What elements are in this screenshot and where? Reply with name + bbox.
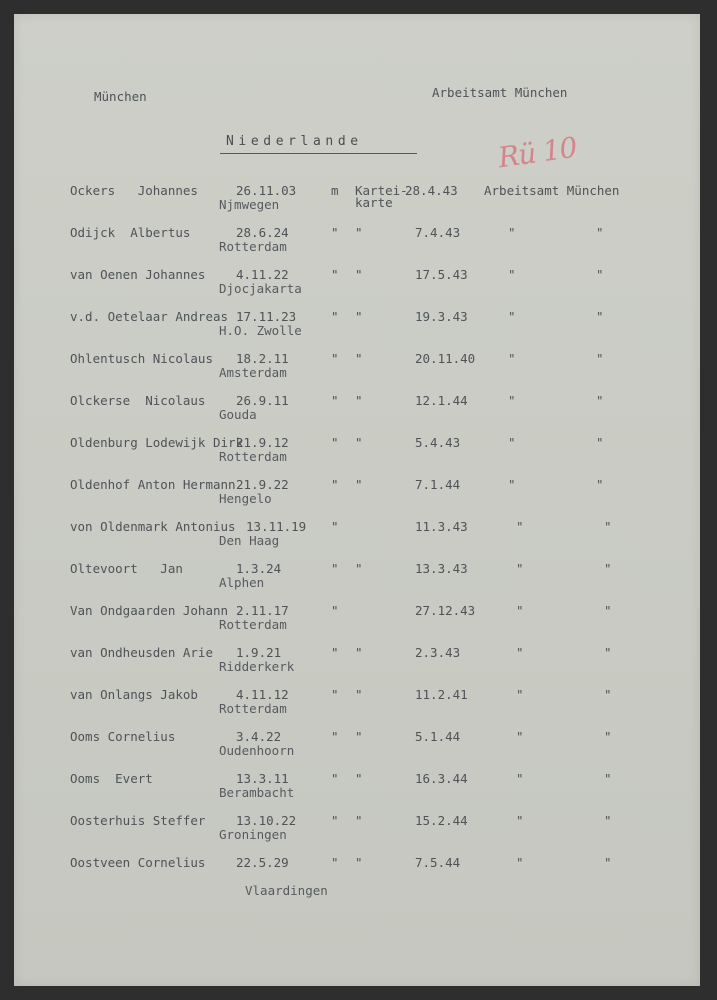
entry-birthdate: 21.9.22 [236, 477, 289, 492]
entry-office: " [508, 267, 516, 282]
entry-name: von Oldenmark Antonius [70, 519, 236, 534]
entry-mark: " [331, 435, 339, 450]
entry-birthplace: Rotterdam [219, 617, 287, 632]
entry-card: " [355, 309, 363, 324]
entry-name: Oostveen Cornelius [70, 855, 206, 870]
entry-office: " [516, 687, 524, 702]
entry-mark: " [331, 309, 339, 324]
entry-birthplace: Djocjakarta [219, 281, 302, 296]
entry-office-2: " [604, 603, 612, 618]
entry-name: van Onlangs Jakob [70, 687, 198, 702]
entry-office: " [508, 435, 516, 450]
entry-name: Odijck Albertus [70, 225, 191, 240]
entry-card: " [355, 645, 363, 660]
entry-card: " [355, 729, 363, 744]
entry-name: van Oenen Johannes [70, 267, 206, 282]
entry-name: Oosterhuis Steffer [70, 813, 206, 828]
entry-name: van Ondheusden Arie [70, 645, 213, 660]
entry-card-line2: karte [355, 195, 393, 210]
entry-issued: 7.5.44 [415, 855, 461, 870]
entry-issued: 5.1.44 [415, 729, 461, 744]
entry-office: " [508, 309, 516, 324]
entry-name: Ohlentusch Nicolaus [70, 351, 213, 366]
entry-birthdate: 3.4.22 [236, 729, 282, 744]
entry-office-2: " [596, 225, 604, 240]
entry-office-2: " [596, 477, 604, 492]
entry-mark: " [331, 729, 339, 744]
handwritten-mark: Rü 10 [496, 130, 579, 175]
entry-issued: 12.1.44 [415, 393, 468, 408]
entry-mark: " [331, 603, 339, 618]
entry-birthdate: 28.6.24 [236, 225, 289, 240]
entry-mark: " [331, 687, 339, 702]
entry-office-2: " [604, 561, 612, 576]
entry-office-2: " [604, 771, 612, 786]
entry-issued: 5.4.43 [415, 435, 461, 450]
entry-mark: " [331, 477, 339, 492]
entry-birthdate: 22.5.29 [236, 855, 289, 870]
entry-name: Oldenhof Anton Hermann [70, 477, 236, 492]
entry-birthplace: Hengelo [219, 491, 272, 506]
entry-office: " [516, 519, 524, 534]
entry-office: " [516, 855, 524, 870]
entry-card: " [355, 393, 363, 408]
entry-issued: 7.4.43 [415, 225, 461, 240]
entry-card: " [355, 561, 363, 576]
entry-office: " [516, 603, 524, 618]
entry-name: Olckerse Nicolaus [70, 393, 206, 408]
entry-birthplace: Oudenhoorn [219, 743, 295, 758]
entry-name: Van Ondgaarden Johann [70, 603, 229, 618]
entry-birthdate: 4.11.22 [236, 267, 289, 282]
entry-office: " [508, 393, 516, 408]
entry-birthplace: Alphen [219, 575, 265, 590]
entry-name: Oldenburg Lodewijk Dirk [70, 435, 244, 450]
entry-birthdate: 17.11.23 [236, 309, 297, 324]
entry-card: " [355, 435, 363, 450]
entry-birthplace: Groningen [219, 827, 287, 842]
entry-birthplace: Rotterdam [219, 449, 287, 464]
entry-issued: 11.3.43 [415, 519, 468, 534]
entry-issued: 16.3.44 [415, 771, 468, 786]
entry-mark: " [331, 645, 339, 660]
entry-office-2: " [604, 687, 612, 702]
entry-birthplace: Den Haag [219, 533, 280, 548]
entry-office: " [508, 477, 516, 492]
entry-mark: m [331, 183, 339, 198]
entry-office-2: " [596, 435, 604, 450]
entry-birthdate: 21.9.12 [236, 435, 289, 450]
entry-office: Arbeitsamt München [484, 183, 620, 198]
entry-office: " [508, 225, 516, 240]
entry-office-2: " [604, 855, 612, 870]
entry-birthdate: 26.11.03 [236, 183, 297, 198]
entry-office: " [516, 813, 524, 828]
entry-mark: " [331, 855, 339, 870]
entry-office-2: " [604, 729, 612, 744]
entry-office: " [516, 729, 524, 744]
entry-name: Ockers Johannes [70, 183, 198, 198]
entry-birthdate: 13.11.19 [246, 519, 307, 534]
entry-issued: 17.5.43 [415, 267, 468, 282]
entry-mark: " [331, 519, 339, 534]
entry-card: " [355, 771, 363, 786]
entry-birthdate: 18.2.11 [236, 351, 289, 366]
entry-birthplace: Ridderkerk [219, 659, 295, 674]
entry-name: Oltevoort Jan [70, 561, 183, 576]
document-sheet [14, 14, 700, 986]
entry-office: " [516, 645, 524, 660]
entry-issued: 20.11.40 [415, 351, 476, 366]
entry-birthplace: Amsterdam [219, 365, 287, 380]
entry-mark: " [331, 351, 339, 366]
entry-birthdate: 26.9.11 [236, 393, 289, 408]
entry-card: " [355, 687, 363, 702]
entry-card: " [355, 225, 363, 240]
entry-office-2: " [596, 351, 604, 366]
entry-card: " [355, 267, 363, 282]
entry-birthplace: Rotterdam [219, 701, 287, 716]
entry-birthdate: 1.9.21 [236, 645, 282, 660]
entry-birthplace: Berambacht [219, 785, 295, 800]
entry-mark: " [331, 771, 339, 786]
entry-birthplace: Gouda [219, 407, 257, 422]
entry-name: Ooms Cornelius [70, 729, 176, 744]
entry-issued: 19.3.43 [415, 309, 468, 324]
entry-card: " [355, 855, 363, 870]
entry-office-2: " [604, 645, 612, 660]
entry-card: " [355, 477, 363, 492]
entry-mark: " [331, 561, 339, 576]
entry-birthplace: H.O. Zwolle [219, 323, 302, 338]
entry-issued: 13.3.43 [415, 561, 468, 576]
entry-issued: 15.2.44 [415, 813, 468, 828]
entry-office-2: " [596, 309, 604, 324]
section-title: Niederlande [226, 134, 363, 149]
header-office: Arbeitsamt München [432, 85, 568, 100]
entry-office: " [516, 771, 524, 786]
entry-birthplace: Vlaardingen [245, 883, 328, 898]
entry-card: Kartei- [355, 183, 408, 198]
entry-office: " [508, 351, 516, 366]
entry-birthdate: 13.10.22 [236, 813, 297, 828]
entry-office-2: " [604, 813, 612, 828]
entry-birthplace: Rotterdam [219, 239, 287, 254]
entry-name: Ooms Evert [70, 771, 153, 786]
entry-birthdate: 4.11.12 [236, 687, 289, 702]
entry-mark: " [331, 225, 339, 240]
entry-birthdate: 1.3.24 [236, 561, 282, 576]
entry-mark: " [331, 267, 339, 282]
entry-office-2: " [604, 519, 612, 534]
entry-issued: 7.1.44 [415, 477, 461, 492]
entry-issued: 27.12.43 [415, 603, 476, 618]
entry-office: " [516, 561, 524, 576]
entry-issued: 28.4.43 [405, 183, 458, 198]
entry-issued: 2.3.43 [415, 645, 461, 660]
entry-office-2: " [596, 267, 604, 282]
entry-birthdate: 13.3.11 [236, 771, 289, 786]
header-city: München [94, 89, 147, 104]
entry-office-2: " [596, 393, 604, 408]
title-underline [220, 153, 417, 154]
entry-issued: 11.2.41 [415, 687, 468, 702]
entry-mark: " [331, 813, 339, 828]
entry-birthdate: 2.11.17 [236, 603, 289, 618]
entry-name: v.d. Oetelaar Andreas [70, 309, 229, 324]
entry-card: " [355, 813, 363, 828]
entry-mark: " [331, 393, 339, 408]
entry-birthplace: Njmwegen [219, 197, 280, 212]
entry-card: " [355, 351, 363, 366]
